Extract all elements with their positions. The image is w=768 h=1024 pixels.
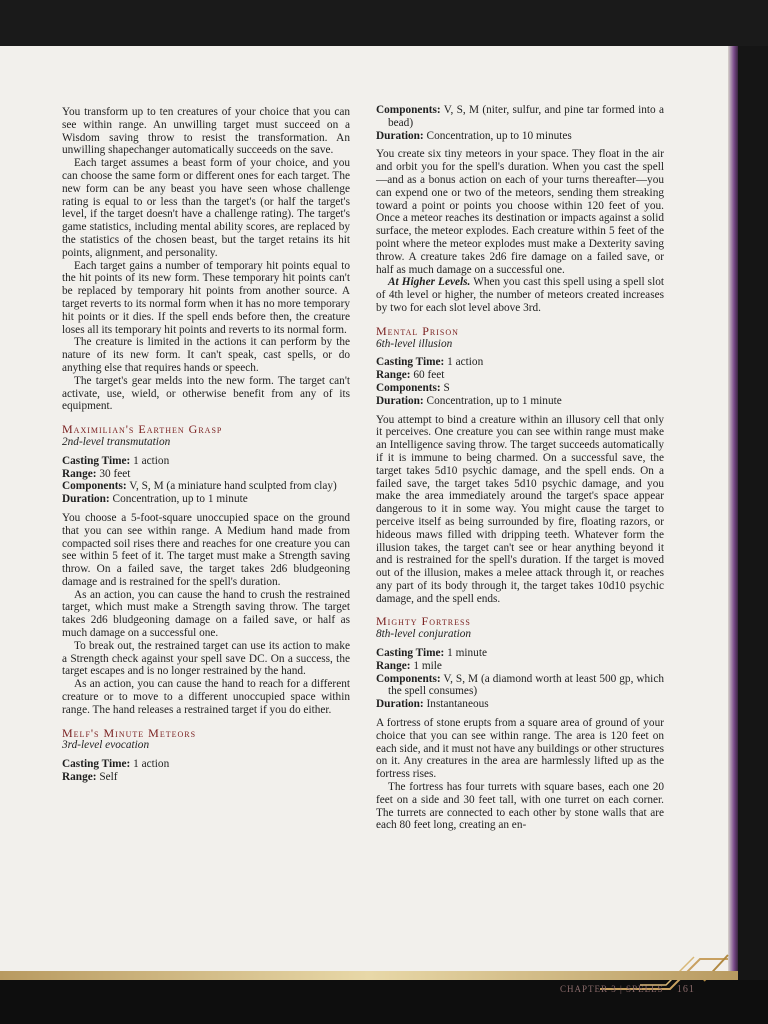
intro-paragraph: The target's gear melds into the new form. The target can't activate, use, wield, or otherwise benefit from any of its equipment. (62, 374, 350, 413)
components-line (376, 673, 664, 699)
intro-paragraph: You transform up to ten creatures of your choice that you can see within range. An unwilling target must succeed on a Wisdom saving throw to resist the transformation. An unwilling shapechanger automatically succeeds on the save. (62, 106, 350, 157)
duration-line (376, 130, 664, 143)
stat-value: 60 feet (413, 369, 445, 382)
range-line (376, 660, 664, 673)
spell-school: 2nd-level transmutation (62, 435, 171, 448)
stat-label: Casting Time: (62, 454, 131, 467)
chapter-label: CHAPTER 3 | SPELLS (560, 984, 664, 994)
stat-label: Range: (376, 369, 411, 382)
stat-value: Instantaneous (426, 698, 489, 711)
range-line (376, 369, 664, 382)
book-page (0, 46, 738, 995)
spell-school: 8th-level conjuration (376, 628, 472, 641)
stat-value: 1 action (133, 454, 170, 467)
duration-line (62, 493, 350, 506)
duration-line (376, 698, 664, 711)
stat-value: V, S, M (a diamond worth at least 500 gp, which the spell consumes) (388, 672, 664, 698)
stat-value: V, S, M (a miniature hand sculpted from clay) (129, 480, 337, 493)
stat-label: Casting Time: (376, 356, 445, 369)
page-footer (560, 984, 695, 995)
intro-paragraph: Each target gains a number of temporary hit points equal to the hit points of its new form. These temporary hit points can't be replaced by temporary hit points from another source. A target reverts to its normal form when it has no more temporary hit points or it dies. If the spell ends before then, the creature loses all its temporary hit points and reverts to its normal form. (62, 259, 350, 336)
stat-value: Concentration, up to 1 minute (426, 394, 562, 407)
higher-levels-label: At Higher Levels. (388, 276, 471, 289)
right-column (376, 104, 664, 832)
stat-label: Duration: (62, 493, 110, 506)
spell-school: 6th-level illusion (376, 337, 453, 350)
stat-label: Components: (376, 672, 441, 685)
components-line (376, 382, 664, 395)
left-column (62, 106, 350, 784)
stat-value: 30 feet (99, 467, 131, 480)
page-number: 161 (676, 984, 695, 995)
spell-description: The fortress has four turrets with square bases, each one 20 feet on a side and 30 feet tall, with one turret on each corner. The turrets are connected to each other by stone walls that are each 80 feet long, creating an en- (376, 781, 664, 832)
stat-label: Components: (62, 480, 127, 493)
casting-time-line (62, 758, 350, 771)
stat-label: Casting Time: (62, 758, 131, 771)
bottom-gold-border (0, 971, 738, 980)
stat-label: Duration: (376, 129, 424, 142)
spell-title-mental-prison: Mental Prison (376, 323, 459, 338)
stat-value: 1 minute (447, 647, 487, 660)
range-line (62, 771, 350, 784)
spell-description: To break out, the restrained target can use its action to make a Strength check against your spell save DC. On a success, the target escapes and is no longer restrained by the hand. (62, 639, 350, 678)
spell-description: A fortress of stone erupts from a square area of ground of your choice that you can see within range. The area is 120 feet on each side, and it must not have any buildings or other structures on it. Any creatures in the area are harmlessly lifted up as the fortress rises. (376, 717, 665, 781)
stat-value: V, S, M (niter, sulfur, and pine tar formed into a bead) (388, 104, 664, 129)
spell-description: You create six tiny meteors in your space. They float in the air and orbit you for the spell's duration. When you cast the spell—and as a bonus action on each of your turns thereafter—you can expend one or two of the meteors, sending them streaking toward a point or points you choose within 120 feet of you. Once a meteor reaches its destination or impacts against a solid surface, the meteor explodes. Each creature within 5 feet of the point where the meteor explodes must make a Dexterity saving throw. A creature takes 2d6 fire damage on a failed save, or half as much damage on a successful one. (376, 148, 664, 276)
range-line (62, 468, 350, 481)
stat-value: 1 action (133, 758, 170, 771)
components-line (62, 480, 350, 493)
scanner-top-border (0, 0, 768, 46)
stat-value: 1 mile (413, 659, 442, 672)
stat-label: Components: (376, 104, 441, 116)
stat-label: Components: (376, 381, 441, 394)
scanner-right-border (738, 46, 768, 980)
spell-description: As an action, you can cause the hand to reach for a different creature or to move to a different unoccupied space within range. The hand releases a restrained target if you do either. (62, 678, 350, 716)
stat-value: 1 action (447, 356, 484, 369)
higher-levels-paragraph (376, 276, 664, 314)
intro-paragraph: Each target assumes a beast form of your choice, and you can choose the same form or different ones for each target. The new form can be any beast you have seen whose challenge rating is equal to or less than the target's (or half the target's level, if the target doesn't have a challenge rating). The target's game statistics, including mental ability scores, are replaced by the statistics of the chosen beast, but the target retains its hit points, alignment, and personality. (62, 157, 350, 259)
casting-time-line (62, 455, 350, 468)
components-line (376, 104, 664, 130)
spell-description: You attempt to bind a creature within an illusory cell that only it perceives. One creature you can see within range must make an Intelligence saving throw. The target succeeds automatically if it is immune to being charmed. On a successful save, the target takes 5d10 psychic damage, and the spell ends. On a failed save, the target takes 5d10 psychic damage, and you make the area immediately around the target's space appear dangerous to it in some way. You might cause the target to perceive itself as being surrounded by fire, floating razors, or hideous maws filled with dripping teeth. Whatever form the illusion takes, the target can't see or hear anything beyond it and is restrained for the spell's duration. If the target is moved out of the illusion, makes a melee attack through it, or reaches any part of its body through it, the target takes 10d10 psychic damage, and the spell ends. (376, 413, 664, 605)
casting-time-line (376, 647, 664, 660)
stat-value: S (443, 381, 450, 394)
stat-label: Duration: (376, 698, 424, 711)
duration-line (376, 395, 664, 408)
spell-title-minute-meteors: Melf's Minute Meteors (62, 725, 197, 740)
spell-description: You choose a 5-foot-square unoccupied space on the ground that you can see within range. A Medium hand made from compacted soil rises there and reaches for one creature you can see within 5 feet of it. The target must make a Strength saving throw. On a failed save, the target takes 2d6 bludgeoning damage and is restrained for the spell's duration. (62, 511, 350, 588)
spell-school: 3rd-level evocation (62, 739, 150, 752)
higher-levels-text: When you cast this spell using a spell slot of 4th level or higher, the number of meteors created increases by two for each slot level above 3rd. (376, 276, 664, 314)
stat-value: Concentration, up to 10 minutes (426, 129, 572, 142)
page-binding-edge (728, 46, 738, 980)
stat-label: Range: (376, 659, 411, 672)
stat-value: Concentration, up to 1 minute (112, 493, 248, 506)
stat-label: Casting Time: (376, 647, 445, 660)
spell-description: As an action, you can cause the hand to crush the restrained target, which must make a Strength saving throw. The target takes 2d6 bludgeoning damage on a failed save, or half as much damage on a successful one. (62, 588, 350, 640)
stat-label: Duration: (376, 394, 424, 407)
spell-title-earthen-grasp: Maximilian's Earthen Grasp (62, 422, 223, 437)
stat-label: Range: (62, 467, 97, 480)
casting-time-line (376, 356, 664, 369)
stat-value: Self (99, 771, 118, 784)
stat-label: Range: (62, 771, 97, 784)
intro-paragraph: The creature is limited in the actions it can perform by the nature of its new form. It can't speak, cast spells, or do anything else that requires hands or speech. (62, 336, 350, 374)
spell-title-mighty-fortress: Mighty Fortress (376, 614, 471, 629)
